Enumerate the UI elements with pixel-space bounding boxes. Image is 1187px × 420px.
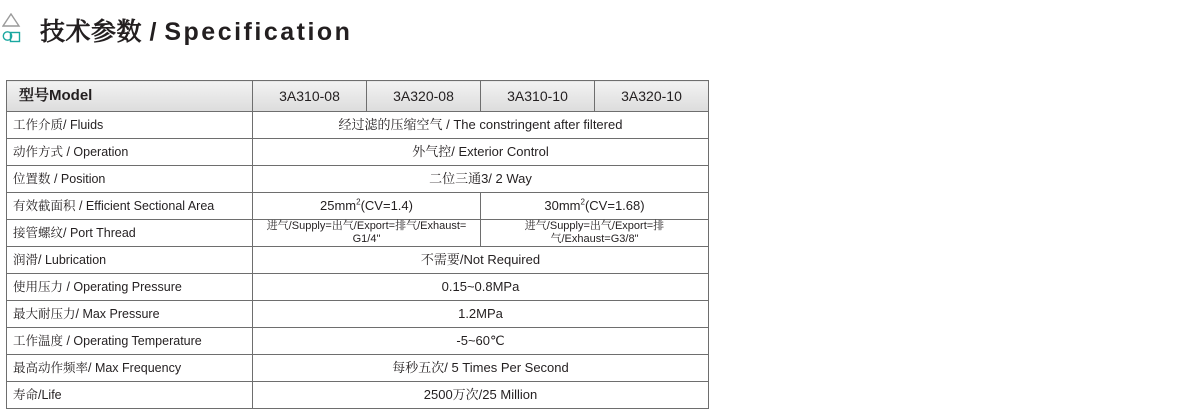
table-row: [7, 193, 709, 220]
specification-table-wrap: [6, 80, 708, 409]
model-column-header: 3A310-08: [253, 81, 367, 112]
table-header-row: [7, 81, 709, 112]
specification-table: [6, 80, 709, 409]
table-row: [7, 355, 709, 382]
page-title: [40, 12, 352, 48]
row-value: 二位三通3/ 2 Way: [253, 166, 709, 193]
row-value: 外气控/ Exterior Control: [253, 139, 709, 166]
triangle-circle-square-logo-icon: [2, 13, 32, 47]
page-header: [0, 8, 352, 52]
row-value: 0.15~0.8MPa: [253, 274, 709, 301]
page-title-separator: /: [142, 18, 165, 46]
page-title-en: Specification: [164, 18, 353, 46]
table-row: [7, 382, 709, 409]
row-value: -5~60℃: [253, 328, 709, 355]
row-label: 动作方式 / Operation: [7, 139, 253, 166]
model-column-header: 3A320-08: [367, 81, 481, 112]
row-label: 最高动作频率/ Max Frequency: [7, 355, 253, 382]
row-value: 进气/Supply=出气/Export=排气/Exhaust= G1/4": [253, 220, 481, 247]
table-row: [7, 139, 709, 166]
row-value: 2500万次/25 Million: [253, 382, 709, 409]
row-label: 有效截面积 / Efficient Sectional Area: [7, 193, 253, 220]
row-value: 每秒五次/ 5 Times Per Second: [253, 355, 709, 382]
table-row: [7, 301, 709, 328]
page-title-cn: 技术参数: [40, 18, 143, 46]
table-row: [7, 166, 709, 193]
row-label: 接管螺纹/ Port Thread: [7, 220, 253, 247]
row-value: 经过滤的压缩空气 / The constringent after filtered: [253, 112, 709, 139]
row-value: 不需要/Not Required: [253, 247, 709, 274]
row-value: 进气/Supply=出气/Export=排气/Exhaust=G3/8": [481, 220, 709, 247]
row-value: 1.2MPa: [253, 301, 709, 328]
row-label: 使用压力 / Operating Pressure: [7, 274, 253, 301]
row-label: 工作介质/ Fluids: [7, 112, 253, 139]
model-label-cell: 型号Model: [7, 81, 253, 112]
row-label: 润滑/ Lubrication: [7, 247, 253, 274]
row-label: 工作温度 / Operating Temperature: [7, 328, 253, 355]
row-label: 位置数 / Position: [7, 166, 253, 193]
table-row: [7, 112, 709, 139]
table-row: [7, 220, 709, 247]
table-row: [7, 247, 709, 274]
row-label: 最大耐压力/ Max Pressure: [7, 301, 253, 328]
model-column-header: 3A320-10: [595, 81, 709, 112]
row-value: $25mm^2(CV=1.4)$: [253, 193, 481, 220]
row-value: $30mm^2(CV=1.68)$: [481, 193, 709, 220]
table-row: [7, 274, 709, 301]
row-label: 寿命/Life: [7, 382, 253, 409]
model-column-header: 3A310-10: [481, 81, 595, 112]
table-row: [7, 328, 709, 355]
